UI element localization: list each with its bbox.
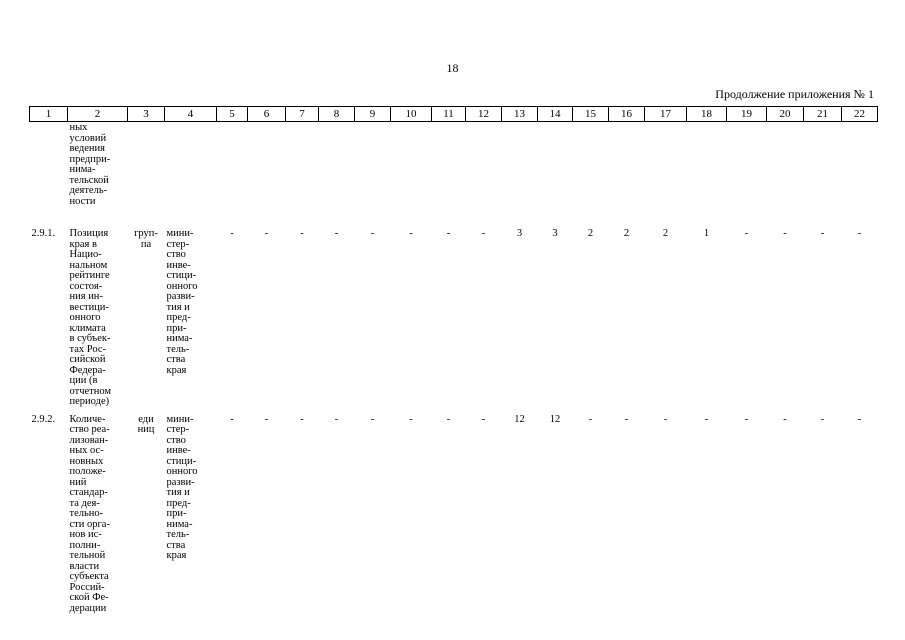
value-cell-col-6: - [264, 413, 269, 425]
value-cell-col-12: - [481, 228, 486, 239]
value-cell-col-17 [645, 122, 687, 223]
value-cell-col-12: - [481, 413, 486, 425]
value-cell-col-10: - [409, 228, 413, 239]
value-cell-col-19: - [744, 413, 749, 425]
value-cell-col-13: 12 [514, 413, 525, 425]
header-cell-2: 2 [68, 107, 128, 122]
value-cell-col-16: - [624, 413, 629, 425]
responsible-body [165, 122, 217, 223]
value-cell-col-16: 2 [623, 228, 630, 239]
value-cell-col-10: - [409, 413, 413, 425]
value-cell-col-9: - [370, 413, 375, 425]
header-cell-9: 9 [355, 107, 391, 122]
value-cell-col-8: - [334, 413, 339, 425]
header-cell-13: 13 [502, 107, 538, 122]
value-cell-col-6 [248, 122, 286, 223]
header-cell-22: 22 [842, 107, 878, 122]
appendix-continuation-title: Продолжение приложения № 1 [715, 87, 874, 101]
header-cell-6: 6 [248, 107, 286, 122]
header-cell-19: 19 [727, 107, 767, 122]
value-cell-col-8: - [334, 228, 339, 239]
value-cell-col-13: 3 [516, 228, 523, 239]
value-cell-col-15 [573, 122, 609, 223]
value-cell-col-14: 12 [549, 413, 561, 425]
value-cell-col-8 [319, 122, 355, 223]
value-cell-col-15: 2 [587, 228, 594, 239]
value-cell-col-5: - [230, 413, 234, 425]
header-cell-1: 1 [30, 107, 68, 122]
value-cell-col-7 [286, 122, 319, 223]
value-cell-col-19 [727, 122, 767, 223]
table-row [30, 122, 878, 223]
unit-of-measure: еди ниц [137, 413, 155, 435]
value-cell-col-21: - [820, 413, 825, 425]
header-cell-3: 3 [128, 107, 165, 122]
table-row [30, 408, 878, 615]
indicator-name: Позиция края в Нацио- нальном рейтинге состоя- ния ин- вестици- онного климата в субъек- тах Рос- сийской Федера- ции (в отчетном периоде) [69, 228, 112, 407]
value-cell-col-21 [804, 122, 842, 223]
header-cell-21: 21 [804, 107, 842, 122]
value-cell-col-14: 3 [552, 228, 558, 239]
table-header-row [30, 107, 878, 122]
header-cell-5: 5 [217, 107, 248, 122]
page-number: 18 [446, 61, 459, 75]
header-cell-10: 10 [391, 107, 432, 122]
responsible-body: мини- стер- ство инве- стици- онного разви- тия и пред- при- нима- тель- ства края [166, 413, 198, 561]
value-cell-col-12 [466, 122, 502, 223]
header-cell-11: 11 [432, 107, 466, 122]
appendix-table [29, 106, 878, 614]
value-cell-col-20: - [783, 228, 787, 239]
header-cell-15: 15 [573, 107, 609, 122]
value-cell-col-17: - [663, 413, 668, 425]
value-cell-col-9: - [370, 228, 375, 239]
indicator-name: ных условий ведения предпри- нима- тельской деятель- ности [69, 122, 111, 207]
value-cell-col-10 [391, 122, 432, 223]
value-cell-col-18 [687, 122, 727, 223]
value-cell-col-5 [217, 122, 248, 223]
unit-of-measure: груп- па [134, 228, 158, 250]
value-cell-col-7: - [300, 413, 304, 425]
value-cell-col-21: - [820, 228, 825, 239]
value-cell-col-20: - [783, 413, 787, 425]
header-cell-7: 7 [286, 107, 319, 122]
value-cell-col-22: - [857, 228, 862, 239]
header-cell-20: 20 [767, 107, 804, 122]
header-cell-8: 8 [319, 107, 355, 122]
value-cell-col-22: - [857, 413, 862, 425]
value-cell-col-22 [842, 122, 878, 223]
value-cell-col-6: - [264, 228, 269, 239]
value-cell-col-17: 2 [662, 228, 669, 239]
row-number: 2.9.1. [31, 228, 56, 239]
value-cell-col-7: - [300, 228, 304, 239]
value-cell-col-19: - [744, 228, 749, 239]
value-cell-col-18: 1 [703, 228, 710, 239]
value-cell-col-13 [502, 122, 538, 223]
responsible-body: мини- стер- ство инве- стици- онного разви- тия и пред- при- нима- тель- ства края [166, 228, 198, 376]
header-cell-18: 18 [687, 107, 727, 122]
header-cell-12: 12 [466, 107, 502, 122]
value-cell-col-15: - [588, 413, 593, 425]
table-row [30, 222, 878, 408]
unit-of-measure [128, 122, 165, 223]
header-cell-17: 17 [645, 107, 687, 122]
value-cell-col-20 [767, 122, 804, 223]
header-cell-16: 16 [609, 107, 645, 122]
value-cell-col-14 [538, 122, 573, 223]
value-cell-col-11: - [446, 228, 451, 239]
value-cell-col-11: - [446, 413, 451, 425]
value-cell-col-18: - [704, 413, 709, 425]
value-cell-col-11 [432, 122, 466, 223]
row-number: 2.9.2. [31, 413, 56, 425]
value-cell-col-9 [355, 122, 391, 223]
value-cell-col-5: - [230, 228, 234, 239]
row-number [30, 122, 68, 223]
header-cell-4: 4 [165, 107, 217, 122]
header-cell-14: 14 [538, 107, 573, 122]
indicator-name: Количе- ство реа- лизован- ных ос- новных положе- ний стандар- та дея- тельно- сти орга- нов ис- полни- тельной власти субъекта Россий- ской Фе- дерации [69, 413, 110, 614]
value-cell-col-16 [609, 122, 645, 223]
